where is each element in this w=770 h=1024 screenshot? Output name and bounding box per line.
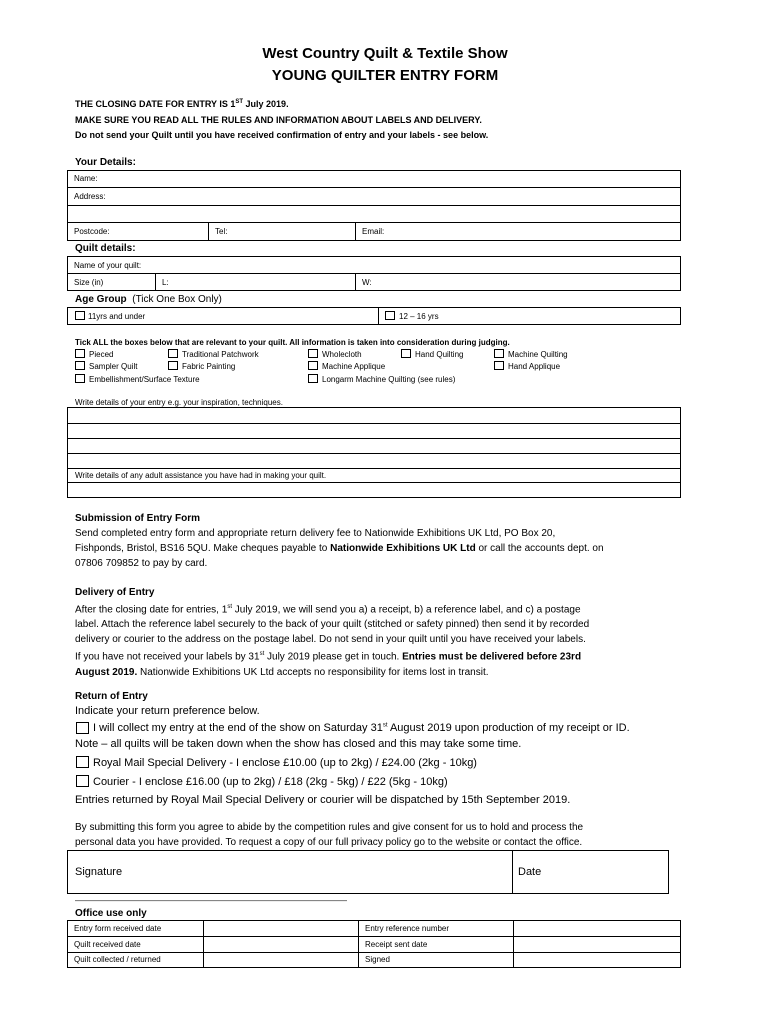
fabric-painting-checkbox[interactable]: [168, 361, 178, 370]
categories-heading: Tick ALL the boxes below that are relevant to your quilt. All information is taken into consideration during judging.: [75, 338, 510, 347]
your-details-heading: Your Details:: [75, 157, 136, 168]
name-field[interactable]: Name:: [74, 174, 98, 183]
longarm-checkbox[interactable]: [308, 374, 318, 383]
size-label: Size (in): [74, 278, 104, 287]
entry-details-prompt: Write details of your entry e.g. your inspiration, techniques.: [75, 398, 283, 407]
age-12-16-checkbox[interactable]: [385, 311, 395, 320]
rules-notice: MAKE SURE YOU READ ALL THE RULES AND INFORMATION ABOUT LABELS AND DELIVERY.: [75, 115, 482, 125]
age-11-under-label: 11yrs and under: [88, 312, 146, 321]
wholecloth-label: Wholecloth: [322, 350, 362, 359]
address-field[interactable]: Address:: [74, 192, 106, 201]
embellishment-checkbox[interactable]: [75, 374, 85, 383]
signed-label: Signed: [365, 955, 390, 964]
royal-mail-label: Royal Mail Special Delivery - I enclose £10.00 (up to 2kg) / £24.00 (2kg - 10kg): [93, 757, 477, 769]
longarm-label: Longarm Machine Quilting (see rules): [322, 375, 456, 384]
courier-label: Courier - I enclose £16.00 (up to 2kg) / £18 (2kg - 5kg) / £22 (5kg - 10kg): [93, 776, 448, 788]
delivery-text: After the closing date for entries, 1st July 2019, we will send you a) a receipt, b) a reference label, and c) a postage label. Attach the reference label securely to the back of your quilt (stitched or safety pinned) then send it by recorded delivery or courier to the address on the postage label. Do not send in your quilt until you have received your labels. If you have not received your labels by 31st July 2019 please get in touch. Entries must be delivered before 23rd August 2019. Nationwide Exhibitions UK Ltd accepts no responsibility for items lost in transit.: [75, 604, 590, 678]
age-11-under-checkbox[interactable]: [75, 311, 85, 320]
form-subtitle: YOUNG QUILTER ENTRY FORM: [271, 67, 499, 84]
date-field[interactable]: Date: [518, 866, 542, 878]
closing-date-notice: THE CLOSING DATE FOR ENTRY IS 1ST July 2019.: [75, 99, 289, 109]
return-intro: Indicate your return preference below.: [75, 705, 260, 717]
age-group-table: [67, 307, 681, 325]
dispatch-note: Entries returned by Royal Mail Special Delivery or courier will be dispatched by 15th September 2019.: [75, 794, 571, 806]
quilt-received-label: Quilt received date: [74, 940, 141, 949]
embellishment-label: Embellishment/Surface Texture: [89, 375, 200, 384]
return-heading: Return of Entry: [75, 691, 148, 702]
form-title: West Country Quilt & Textile Show: [262, 45, 508, 62]
courier-checkbox[interactable]: [76, 775, 89, 787]
ref-number-label: Entry reference number: [365, 924, 450, 933]
delivery-heading: Delivery of Entry: [75, 587, 155, 598]
age-group-heading: Age Group (Tick One Box Only): [75, 294, 222, 305]
adult-assistance-prompt: Write details of any adult assistance you have had in making your quilt.: [75, 471, 327, 480]
hand-quilting-checkbox[interactable]: [401, 349, 411, 358]
return-note: Note – all quilts will be taken down when the show has closed and this may take some time.: [75, 738, 522, 750]
submission-heading: Submission of Entry Form: [75, 513, 201, 524]
age-12-16-label: 12 – 16 yrs: [399, 312, 439, 321]
royal-mail-checkbox[interactable]: [76, 756, 89, 768]
email-field[interactable]: Email:: [362, 227, 385, 236]
postcode-field[interactable]: Postcode:: [74, 227, 110, 236]
sampler-quilt-checkbox[interactable]: [75, 361, 85, 370]
quilt-details-heading: Quilt details:: [75, 243, 136, 254]
wholecloth-checkbox[interactable]: [308, 349, 318, 358]
consent-text: By submitting this form you agree to abide by the competition rules and give consent for us to hold and process the personal data you have provided. To request a copy of our full privacy policy go to the website or contact the office.: [75, 822, 584, 848]
signature-field[interactable]: Signature: [75, 866, 123, 878]
machine-applique-label: Machine Applique: [322, 362, 386, 371]
machine-quilting-label: Machine Quilting: [508, 350, 568, 359]
office-use-heading: Office use only: [75, 908, 147, 919]
pieced-label: Pieced: [89, 350, 114, 359]
machine-quilting-checkbox[interactable]: [494, 349, 504, 358]
sampler-quilt-label: Sampler Quilt: [89, 362, 138, 371]
pieced-checkbox[interactable]: [75, 349, 85, 358]
collect-entry-checkbox[interactable]: [76, 722, 89, 734]
length-field[interactable]: L:: [162, 278, 169, 287]
fabric-painting-label: Fabric Painting: [182, 362, 236, 371]
office-divider: ——————————————————————————————————: [75, 896, 347, 905]
collected-returned-label: Quilt collected / returned: [74, 955, 161, 964]
machine-applique-checkbox[interactable]: [308, 361, 318, 370]
collect-entry-label: I will collect my entry at the end of the show on Saturday 31st August 2019 upon production of my receipt or ID.: [93, 722, 630, 734]
hand-quilting-label: Hand Quilting: [415, 350, 464, 359]
tel-field[interactable]: Tel:: [215, 227, 228, 236]
submission-text: Send completed entry form and appropriate return delivery fee to Nationwide Exhibitions UK Ltd, PO Box 20, Fishponds, Bristol, BS16 5QU. Make cheques payable to Nationwide Exhibitions UK Ltd or call the accounts dept. on 07806 709852 to pay by card.: [75, 528, 604, 569]
signature-table: [67, 850, 669, 894]
width-field[interactable]: W:: [362, 278, 372, 287]
confirmation-notice: Do not send your Quilt until you have received confirmation of entry and your labels - see below.: [75, 130, 489, 140]
receipt-sent-label: Receipt sent date: [365, 940, 428, 949]
hand-applique-checkbox[interactable]: [494, 361, 504, 370]
traditional-patchwork-label: Traditional Patchwork: [182, 350, 259, 359]
traditional-patchwork-checkbox[interactable]: [168, 349, 178, 358]
form-received-label: Entry form received date: [74, 924, 162, 933]
quilt-name-field[interactable]: Name of your quilt:: [74, 261, 142, 270]
hand-applique-label: Hand Applique: [508, 362, 561, 371]
